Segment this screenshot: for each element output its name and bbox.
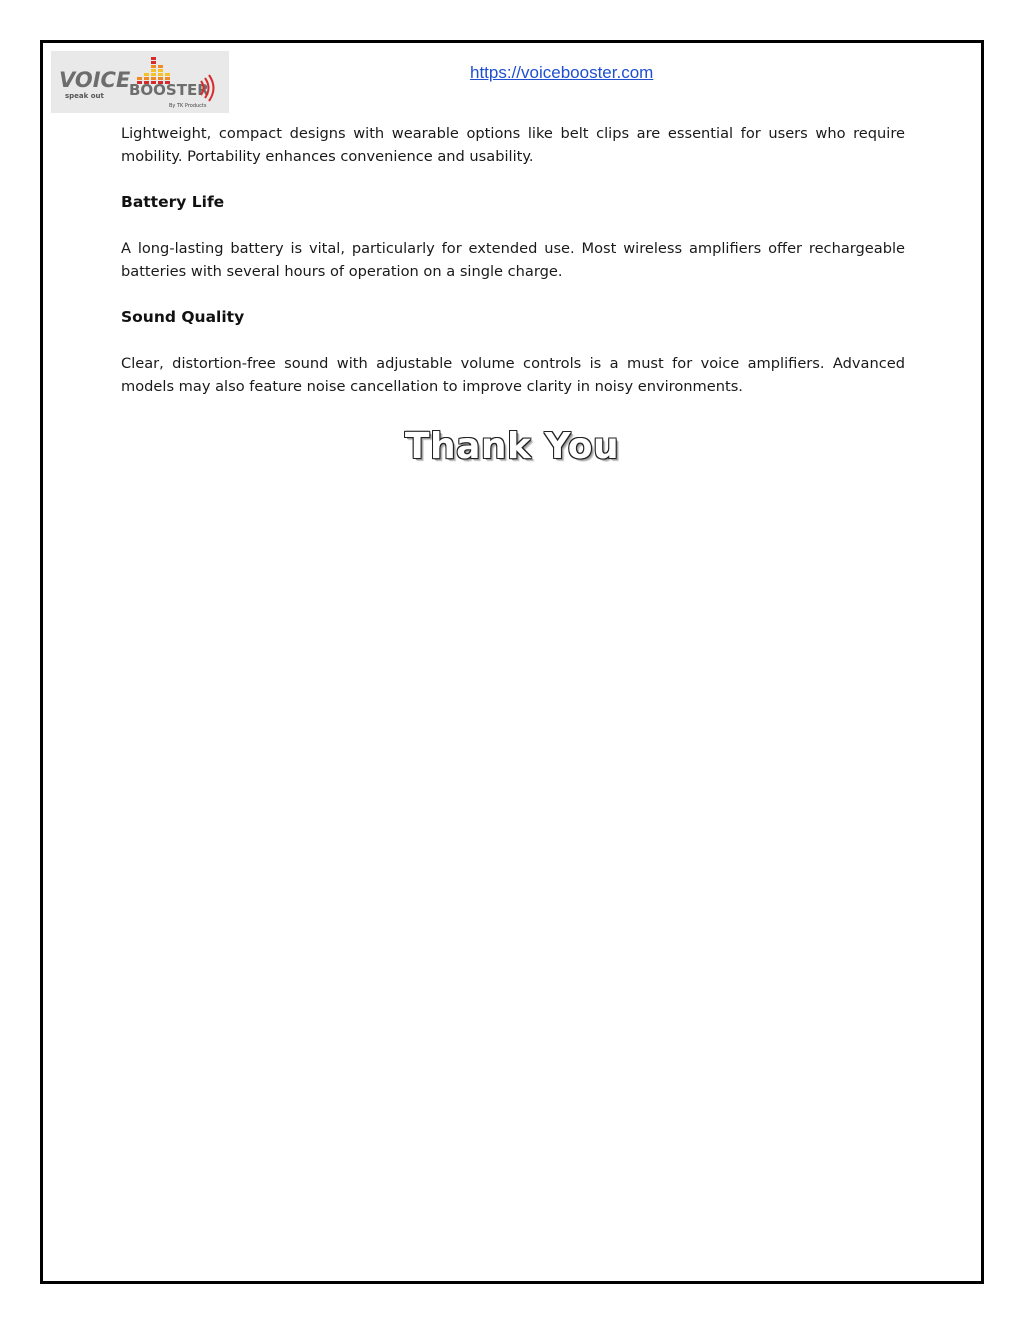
equalizer-icon xyxy=(137,57,170,84)
document-body xyxy=(121,122,905,398)
svg-text:By TK Products: By TK Products xyxy=(169,103,207,109)
sound-quality-paragraph: Clear, distortion-free sound with adjustable volume controls is a must for voice amplifiers. Advanced models may also feature noise cancellation to improve clarity in noisy environments. xyxy=(121,355,905,395)
portability-paragraph: Lightweight, compact designs with wearable options like belt clips are essential for users who require mobility. Portability enhances convenience and usability. xyxy=(121,125,905,165)
thank-you-title: Thank You xyxy=(404,426,620,467)
page-frame xyxy=(40,40,984,1284)
voicebooster-logo[interactable] xyxy=(51,51,229,113)
battery-life-paragraph: A long-lasting battery is vital, particularly for extended use. Most wireless amplifiers offer rechargeable batteries with several hours of operation on a single charge. xyxy=(121,240,905,280)
svg-text:BOOSTER: BOOSTER xyxy=(129,81,209,99)
svg-text:speak out: speak out xyxy=(65,92,104,100)
website-link[interactable]: https://voicebooster.com xyxy=(470,63,654,82)
sound-quality-heading: Sound Quality xyxy=(121,308,245,326)
battery-life-heading: Battery Life xyxy=(121,193,225,211)
svg-text:VOICE: VOICE xyxy=(59,68,131,92)
